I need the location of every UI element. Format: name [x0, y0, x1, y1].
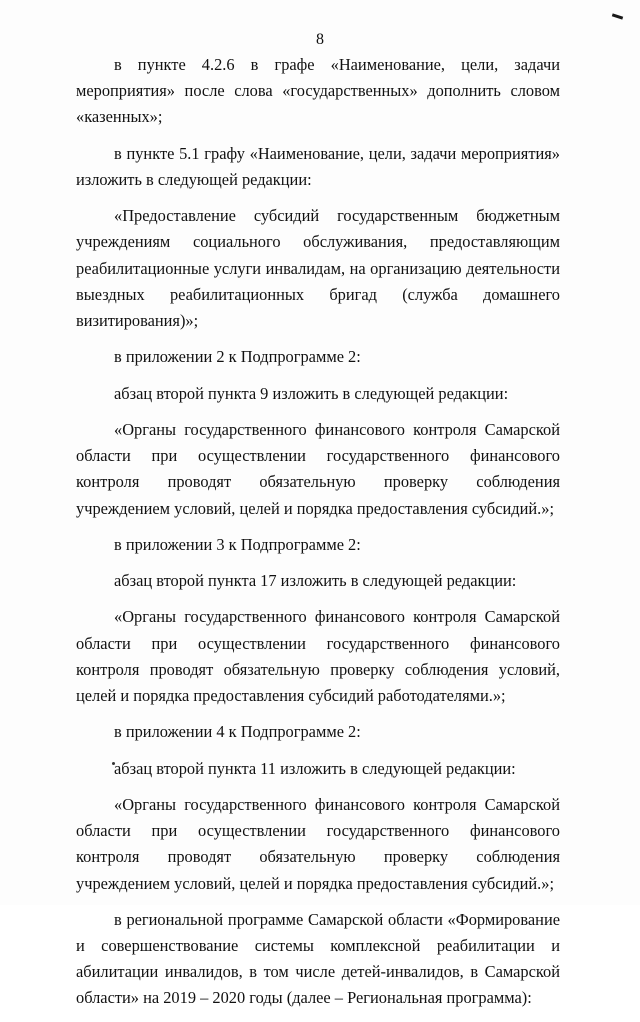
paragraph-annex-2-control-wording: «Органы государственного финансового контроля Самарской области при осуществлении государственного финансового контроля проводят обязательную проверку соблюдения учреждением условий, целей и порядка предоставления субсидий.»; — [76, 419, 560, 518]
paragraph-annex-2-clause-9: абзац второй пункта 9 изложить в следующей редакции: — [114, 383, 509, 403]
scan-corner-mark — [612, 13, 623, 19]
paragraph-annex-4-clause-11: абзац второй пункта 11 изложить в следующей редакции: — [114, 758, 516, 778]
paragraph-item-5-1-amendment: в пункте 5.1 графу «Наименование, цели, задачи мероприятия» изложить в следующей редакции: — [76, 143, 560, 189]
paragraph-annex-4-control-wording: «Органы государственного финансового контроля Самарской области при осуществлении государственного финансового контроля проводят обязательную проверку соблюдения учреждением условий, целей и порядка предоставления субсидий.»; — [76, 794, 560, 893]
page-number: 8 — [316, 31, 324, 48]
paragraph-annex-4-heading: в приложении 4 к Подпрограмме 2: — [114, 722, 361, 742]
document-body — [76, 52, 560, 1022]
paragraph-annex-3-heading: в приложении 3 к Подпрограмме 2: — [114, 534, 361, 554]
paragraph-annex-3-control-wording: «Органы государственного финансового контроля Самарской области при осуществлении государственного финансового контроля проводят обязательную проверку соблюдения условий, целей и порядка предоставления субсидий работодателями.»; — [76, 607, 560, 706]
paragraph-item-4-2-6-amendment: в пункте 4.2.6 в графе «Наименование, цели, задачи мероприятия» после слова «государственных» дополнить словом «казенных»; — [76, 55, 560, 127]
paragraph-annex-3-clause-17: абзац второй пункта 17 изложить в следующей редакции: — [114, 571, 517, 591]
paragraph-regional-program: в региональной программе Самарской области «Формирование и совершенствование системы комплексной реабилитации и абилитации инвалидов, в том числе детей-инвалидов, в Самарской области» на 2019 – 2020 годы (далее – Региональная программа): — [76, 909, 560, 1008]
paragraph-subsidy-wording: «Предоставление субсидий государственным бюджетным учреждениям социального обслуживания, предоставляющим реабилитационные услуги инвалидам, на организацию деятельности выездных реабилитационных бригад (служба домашнего визитирования)»; — [76, 206, 560, 331]
paragraph-annex-2-heading: в приложении 2 к Подпрограмме 2: — [114, 347, 361, 367]
